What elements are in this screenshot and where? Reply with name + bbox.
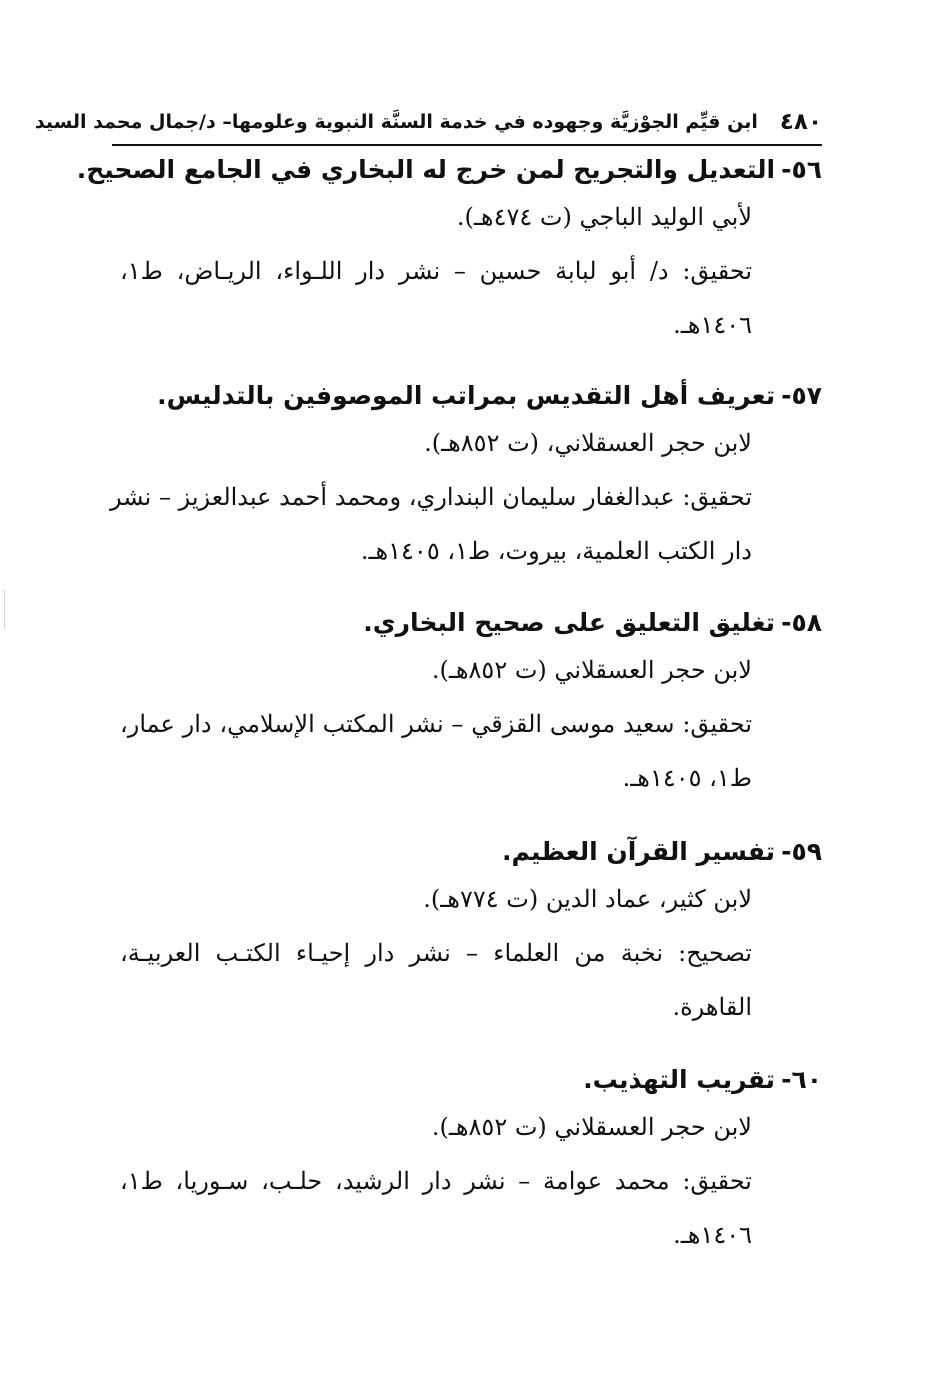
entry-title	[76, 150, 822, 190]
bibliography-entry	[120, 1060, 822, 1262]
entry-title	[120, 603, 822, 643]
entry-edition-continued: ١٤٠٦هـ.	[673, 311, 752, 339]
entry-author: لابن حجر العسقلاني (ت ٨٥٢هـ).	[431, 656, 752, 684]
entry-number: ٥٩-	[781, 837, 822, 866]
bibliography-entry	[120, 832, 822, 1034]
entry-edition: تحقيق: عبدالغفار سليمان البنداري، ومحمد أحمد عبدالعزيز – نشر	[109, 483, 752, 511]
entry-author: لابن حجر العسقلاني (ت ٨٥٢هـ).	[431, 1113, 752, 1141]
entry-title	[120, 376, 822, 416]
entry-number: ٥٨-	[781, 608, 822, 637]
entry-author: لابن كثير، عماد الدين (ت ٧٧٤هـ).	[423, 885, 752, 913]
entry-number: ٦٠-	[781, 1065, 822, 1094]
entry-edition: تحقيق: سعيد موسى القزقي – نشر المكتب الإسلامي، دار عمار،	[120, 710, 752, 738]
entry-title-text: تقريب التهذيب.	[583, 1065, 776, 1094]
entry-title-text: تغليق التعليق على صحيح البخاري.	[363, 608, 776, 637]
entry-title-text: تعريف أهل التقديس بمراتب الموصوفين بالتدليس.	[157, 381, 776, 410]
scan-edge-mark	[4, 590, 5, 630]
entry-title-text: التعديل والتجريح لمن خرج له البخاري في الجامع الصحيح.	[76, 155, 776, 184]
running-title: ابن قيِّم الجوْزيَّة وجهوده في خدمة السنَّة النبوية وعلومها– د/جمال محمد السيد	[34, 111, 758, 133]
bibliography-entry	[120, 603, 822, 805]
page-number: ٤٨٠	[779, 109, 822, 135]
entry-edition: تصحيح: نخبة من العلماء – نشر دار إحيـاء الكتـب العربيـة،	[120, 939, 752, 967]
entry-edition-continued: ١٤٠٦هـ.	[673, 1221, 752, 1249]
entry-edition-continued: القاهرة.	[672, 993, 752, 1021]
entry-author: لابن حجر العسقلاني، (ت ٨٥٢هـ).	[424, 429, 752, 457]
entry-edition: تحقيق: محمد عوامة – نشر دار الرشيد، حلـب، سـوريا، ط١،	[120, 1167, 752, 1195]
entry-edition-continued: ط١، ١٤٠٥هـ.	[622, 764, 752, 792]
entry-number: ٥٧-	[781, 381, 822, 410]
entry-number: ٥٦-	[781, 155, 822, 184]
entry-title-text: تفسير القرآن العظيم.	[501, 837, 776, 866]
entry-edition: تحقيق: د/ أبو لبابة حسين – نشر دار اللـواء، الريـاض، ط١،	[120, 257, 752, 285]
bibliography-entry	[109, 376, 822, 578]
bibliography-entry	[76, 150, 822, 352]
entry-title	[120, 1060, 822, 1100]
running-header	[34, 100, 822, 146]
entry-title	[120, 832, 822, 872]
entry-edition-continued: دار الكتب العلمية، بيروت، ط١، ١٤٠٥هـ.	[360, 537, 752, 565]
entry-author: لأبي الوليد الباجي (ت ٤٧٤هـ).	[456, 203, 752, 231]
